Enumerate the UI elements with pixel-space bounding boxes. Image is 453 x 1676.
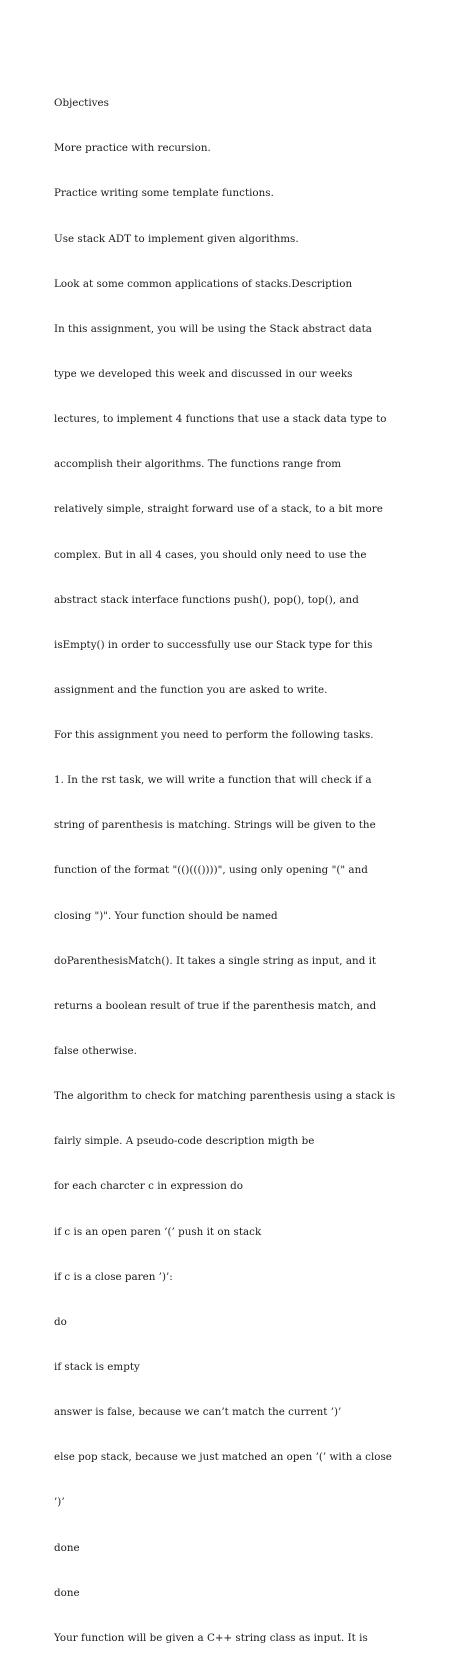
document-title: Objectives: [54, 97, 109, 110]
pseudocode-line: if c is an open paren ’(’ push it on stack: [54, 1225, 262, 1238]
body-line: relatively simple, straight forward use of a stack, to a bit more: [54, 503, 383, 516]
body-line: accomplish their algorithms. The functions range from: [54, 458, 342, 471]
pseudocode-line: answer is false, because we can’t match the current ’)’: [54, 1406, 342, 1419]
pseudocode-line: else pop stack, because we just matched an open ’(’ with a close: [54, 1451, 392, 1464]
body-line: Your function will be given a C++ string class as input. It is: [54, 1631, 368, 1644]
pseudocode-line: done: [54, 1586, 80, 1599]
body-line: fairly simple. A pseudo-code description migth be: [54, 1135, 315, 1148]
objective-stack-adt: Use stack ADT to implement given algorithms.: [54, 232, 299, 245]
body-line: type we developed this week and discussed in our weeks: [54, 367, 353, 380]
objective-recursion: More practice with recursion.: [54, 142, 211, 155]
objective-applications: Look at some common applications of stacks.Description: [54, 277, 353, 290]
pseudocode-line: if stack is empty: [54, 1361, 140, 1374]
body-line: isEmpty() in order to successfully use our Stack type for this: [54, 638, 373, 651]
body-line: In this assignment, you will be using the Stack abstract data: [54, 322, 372, 335]
task-line: closing ")". Your function should be named: [54, 909, 278, 922]
task-line: false otherwise.: [54, 1045, 137, 1058]
pseudocode-line: done: [54, 1541, 80, 1554]
body-line: assignment and the function you are asked to write.: [54, 683, 328, 696]
task-line: function of the format "(()((())))", using only opening "(" and: [54, 864, 368, 877]
task-line: string of parenthesis is matching. Strings will be given to the: [54, 819, 376, 832]
task-line: doParenthesisMatch(). It takes a single string as input, and it: [54, 954, 377, 967]
body-line: For this assignment you need to perform the following tasks.: [54, 729, 374, 742]
body-line: complex. But in all 4 cases, you should only need to use the: [54, 548, 367, 561]
pseudocode-line: for each charcter c in expression do: [54, 1180, 243, 1193]
pseudocode-line: ’)’: [54, 1496, 65, 1509]
task-line: 1. In the rst task, we will write a function that will check if a: [54, 774, 372, 787]
objective-templates: Practice writing some template functions.: [54, 187, 274, 200]
body-line: lectures, to implement 4 functions that use a stack data type to: [54, 413, 387, 426]
body-line: abstract stack interface functions push(), pop(), top(), and: [54, 593, 359, 606]
body-line: The algorithm to check for matching parenthesis using a stack is: [54, 1090, 396, 1103]
document-body: [54, 66, 426, 1676]
pseudocode-line: if c is a close paren ’)’:: [54, 1270, 173, 1283]
pseudocode-line: do: [54, 1315, 67, 1328]
task-line: returns a boolean result of true if the parenthesis match, and: [54, 999, 377, 1012]
